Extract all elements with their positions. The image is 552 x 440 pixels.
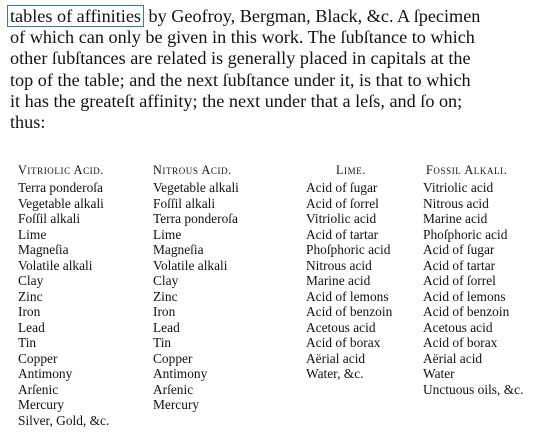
table-cell: Arſenic	[18, 381, 59, 397]
table-cell: Terra ponderoſa	[153, 211, 238, 226]
table-cell: Acetous acid	[306, 319, 376, 335]
table-cell: Acid of benzoin	[423, 304, 510, 319]
column-vitriolic-acid	[18, 160, 109, 428]
table-cell: Acid of ſorrel	[423, 273, 496, 288]
table-cell: Antimony	[18, 366, 73, 381]
selected-phrase-highlight[interactable]: tables of affinities	[7, 5, 144, 27]
table-cell: Vitriolic acid	[306, 211, 377, 226]
table-cell: Lead	[153, 319, 180, 335]
column-items	[423, 180, 523, 397]
table-cell: Aërial acid	[306, 350, 366, 366]
table-cell: Acid of lemons	[423, 288, 506, 304]
table-cell: Zinc	[153, 288, 178, 304]
table-cell: Magneſia	[153, 242, 204, 257]
column-items	[306, 180, 392, 382]
table-cell: Unctuous oils, &c.	[423, 381, 524, 397]
table-cell: Acid of ſorrel	[306, 195, 379, 211]
table-cell: Acid of tartar	[306, 226, 379, 242]
paragraph-line-5: it has the greateſt affinity; the next under that a leſs, and ſo on;	[10, 90, 463, 111]
column-fossil-alkali	[423, 160, 523, 397]
table-cell: Volatile alkali	[18, 257, 93, 273]
table-cell: Foſſil alkali	[153, 195, 216, 211]
table-cell: Vegetable alkali	[18, 195, 104, 211]
table-cell: Lime	[18, 226, 47, 242]
column-header: Nitrous Acid.	[153, 163, 232, 177]
table-cell: Iron	[153, 304, 176, 319]
paragraph-line-3: other ſubſtances are related is generally placed in capitals at the	[10, 48, 471, 69]
table-cell: Magneſia	[18, 242, 69, 257]
table-cell: Volatile alkali	[153, 257, 228, 273]
table-cell: Acid of benzoin	[306, 304, 393, 319]
table-cell: Mercury	[18, 397, 65, 412]
table-cell: Vegetable alkali	[153, 180, 239, 195]
table-cell: Acid of borax	[306, 335, 381, 350]
column-header: Vitriolic Acid.	[18, 163, 105, 177]
table-cell: Water, &c.	[306, 366, 364, 381]
table-cell: Tin	[18, 335, 37, 350]
table-cell: Vitriolic acid	[423, 180, 494, 195]
table-cell: Nitrous acid	[306, 257, 372, 273]
paragraph-line-4: top of the table; and the next ſubſtance under it, is that to which	[10, 69, 471, 90]
paragraph-line-2: of which can only be given in this work. The ſubſtance to which	[10, 27, 475, 48]
column-nitrous-acid	[153, 160, 239, 413]
table-cell: Arſenic	[153, 381, 194, 397]
paragraph-line-6: thus:	[10, 112, 46, 133]
table-cell: Acetous acid	[423, 319, 493, 335]
table-cell: Terra ponderoſa	[18, 180, 103, 195]
column-header: Lime.	[336, 163, 366, 177]
table-cell: Antimony	[153, 366, 208, 381]
table-cell: Iron	[18, 304, 41, 319]
table-cell: Lime	[153, 226, 182, 242]
table-cell: Zinc	[18, 288, 43, 304]
table-cell: Copper	[18, 350, 58, 366]
table-cell: Clay	[153, 273, 179, 288]
table-cell: Acid of borax	[423, 335, 498, 350]
table-cell: Water	[423, 366, 455, 381]
table-cell: Acid of lemons	[306, 288, 389, 304]
paragraph-line-1-text: by Geofroy, Bergman, Black, &c. A ſpecimen	[143, 6, 481, 26]
table-cell: Mercury	[153, 397, 200, 412]
table-cell: Aërial acid	[423, 350, 483, 366]
table-cell: Acid of ſugar	[306, 180, 378, 195]
table-cell: Nitrous acid	[423, 195, 489, 211]
table-cell: Tin	[153, 335, 172, 350]
table-cell: Lead	[18, 319, 45, 335]
table-cell: Acid of ſugar	[423, 242, 495, 257]
column-lime	[306, 160, 392, 382]
table-cell: Phoſphoric acid	[306, 242, 391, 257]
table-cell: Marine acid	[423, 211, 488, 226]
table-cell: Copper	[153, 350, 193, 366]
table-cell: Clay	[18, 273, 44, 288]
column-items	[18, 180, 109, 428]
table-cell: Acid of tartar	[423, 257, 496, 273]
table-cell: Foſſil alkali	[18, 211, 81, 226]
table-cell: Marine acid	[306, 273, 371, 288]
table-cell: Silver, Gold, &c.	[18, 412, 110, 428]
column-items	[153, 180, 239, 413]
table-cell: Phoſphoric acid	[423, 226, 508, 242]
column-header: Fossil Alkali.	[426, 163, 508, 177]
